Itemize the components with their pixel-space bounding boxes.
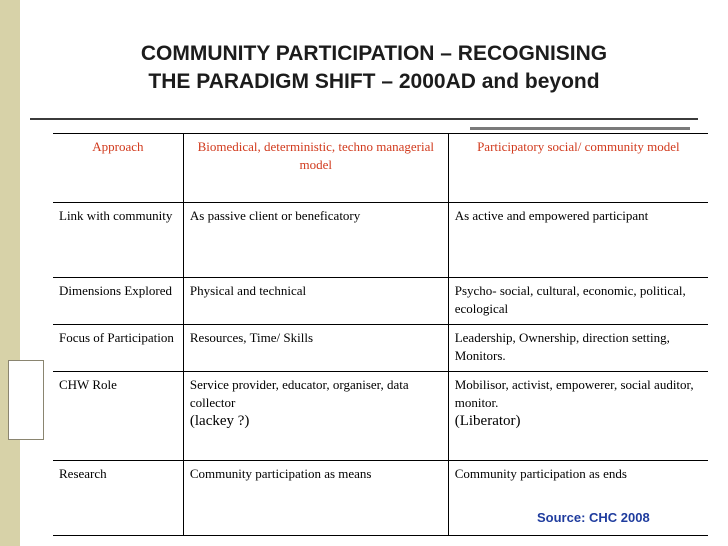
row-label: Link with community	[53, 203, 183, 278]
slide-title-line-2: THE PARADIGM SHIFT – 2000AD and beyond	[148, 70, 600, 93]
table-row	[53, 372, 708, 461]
header-participatory-model: Participatory social/ community model	[448, 134, 708, 203]
biomedical-cell	[183, 372, 448, 461]
paradigm-comparison-table	[53, 133, 708, 536]
title-divider	[30, 118, 698, 120]
biomedical-cell: Community participation as means	[183, 461, 448, 536]
table-row	[53, 325, 708, 372]
participatory-cell	[448, 372, 708, 461]
table-row	[53, 278, 708, 325]
participatory-cell: Leadership, Ownership, direction setting, Monitors.	[448, 325, 708, 372]
slide-title	[40, 40, 708, 96]
slide-accent-box	[8, 360, 44, 440]
table-row	[53, 203, 708, 278]
participatory-cell-note: (Liberator)	[454, 413, 521, 429]
source-citation: Source: CHC 2008	[537, 510, 650, 525]
participatory-cell: Community participation as ends	[448, 461, 708, 536]
row-label: CHW Role	[53, 372, 183, 461]
biomedical-cell: As passive client or beneficatory	[183, 203, 448, 278]
header-approach: Approach	[53, 134, 183, 203]
participatory-cell: Psycho- social, cultural, economic, political, ecological	[448, 278, 708, 325]
header-biomedical-model: Biomedical, deterministic, techno managerial model	[183, 134, 448, 203]
title-divider-short	[470, 127, 690, 130]
slide-title-line-1: COMMUNITY PARTICIPATION – RECOGNISING	[140, 42, 608, 65]
participatory-cell-text: Mobilisor, activist, empowerer, social auditor, monitor.	[454, 377, 694, 410]
slide-left-bar	[0, 0, 20, 546]
row-label: Focus of Participation	[53, 325, 183, 372]
table-header-row	[53, 134, 708, 203]
biomedical-cell: Physical and technical	[183, 278, 448, 325]
row-label: Dimensions Explored	[53, 278, 183, 325]
participatory-cell: As active and empowered participant	[448, 203, 708, 278]
row-label: Research	[53, 461, 183, 536]
biomedical-cell: Resources, Time/ Skills	[183, 325, 448, 372]
biomedical-cell-text: Service provider, educator, organiser, data collector	[189, 377, 409, 410]
biomedical-cell-note: (lackey ?)	[189, 413, 250, 429]
